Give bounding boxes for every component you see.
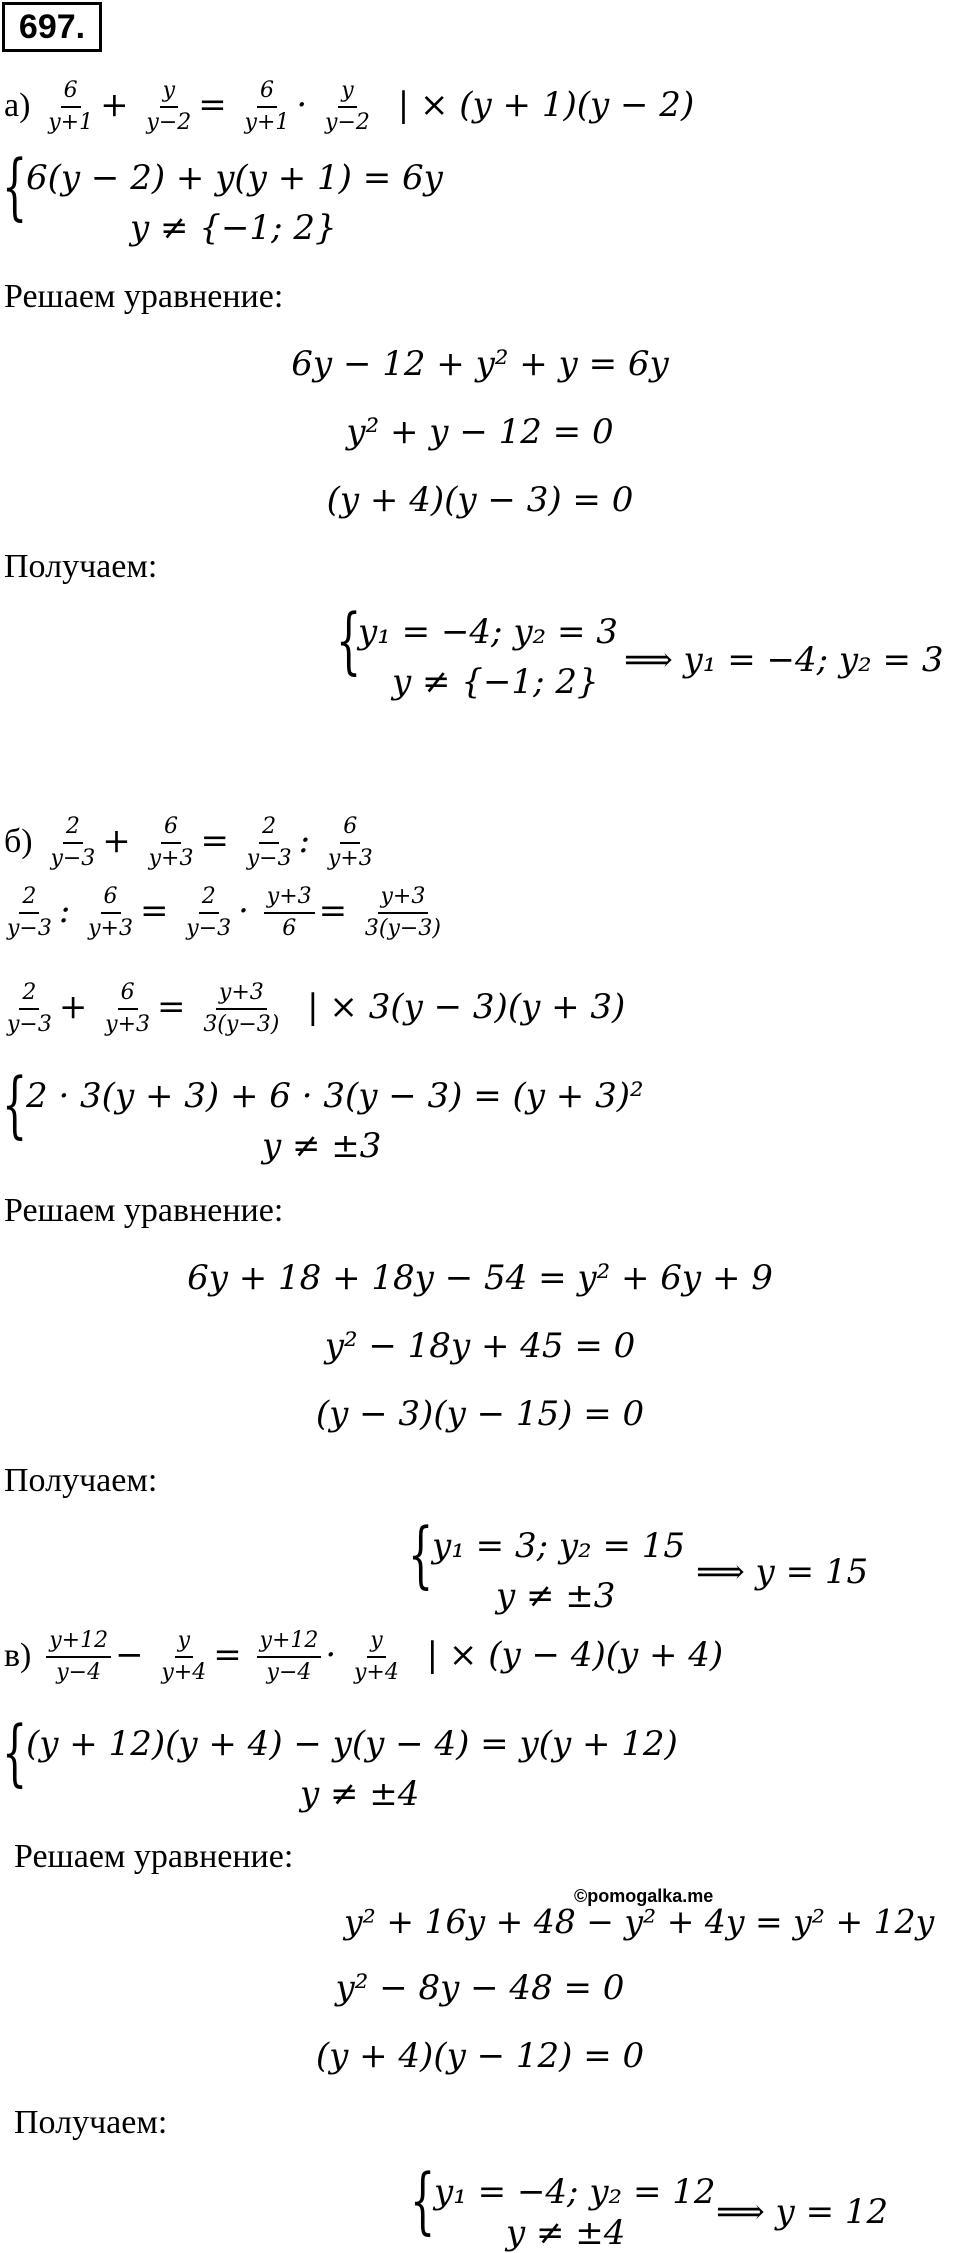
solve-label: Решаем уравнение: [4,1192,284,1229]
fraction: $\frac{6}{y+3}$ [105,980,151,1037]
fraction: $\frac{y}{y-2}$ [146,78,192,135]
system-line: 6(y − 2) + y(y + 1) = 6y [26,158,443,198]
part-a-label: а) [4,87,31,124]
get-label: Получаем: [14,2104,168,2141]
fraction: $\frac{2}{y-3}$ [186,884,232,941]
part-a-equation: а) $\frac{6}{y+1}$ + $\frac{y}{y-2}$ = $\frac{6}{y+1}$ · $\frac{y}{y-2}$ | × (y + 1)(y − 2) [4,78,695,135]
fraction: $\frac{2}{y-3}$ [50,814,96,871]
brace-icon: { [2,1710,28,1794]
brace-icon: { [408,1512,434,1596]
fraction: $\frac{y}{y+4}$ [354,1628,399,1685]
multiplied-equation: $\frac{2}{y-3}$ + $\frac{6}{y+3}$ = $\frac{y+3}{3(y-3)}$ | × 3(y − 3)(y + 3) [0,980,625,1038]
equation-line: y² − 18y + 45 = 0 [324,1326,636,1366]
equation-line: y² + y − 12 = 0 [346,412,614,452]
brace-icon: { [336,598,362,682]
get-label: Получаем: [4,1462,158,1499]
fraction: $\frac{6}{y+3}$ [327,814,373,871]
fraction: $\frac{y}{y-2}$ [325,78,370,135]
equation-line: (y + 4)(y − 12) = 0 [315,2036,645,2076]
result-line: y ≠ ±3 [496,1576,616,1616]
equation-line: y² + 16y + 48 − y² + 4y = y² + 12y [344,1902,935,1941]
result-line: y ≠ ±4 [506,2213,626,2253]
part-c-equation: в) $\frac{y+12}{y-4}$ − $\frac{y}{y+4}$ = $\frac{y+12}{y-4}$ · $\frac{y}{y+4}$ | × (y − 4)(y + 4) [4,1628,724,1685]
result-line: y₁ = −4; y₂ = 12 [434,2172,716,2212]
brace-icon: { [2,144,28,228]
equation-line: 6y + 18 + 18y − 54 = y² + 6y + 9 [187,1258,773,1298]
system-line: y ≠ {−1; 2} [130,208,337,248]
system-line: 2 · 3(y + 3) + 6 · 3(y − 3) = (y + 3)² [26,1076,644,1116]
part-b-equation: б) $\frac{2}{y-3}$ + $\frac{6}{y+3}$ = $\frac{2}{y-3}$ : $\frac{6}{y+3}$ [4,814,380,872]
watermark: ©pomogalka.me [574,1886,714,1906]
fraction: $\frac{y+12}{y-4}$ [257,1628,322,1686]
answer: ⟹ y = 15 [696,1552,869,1592]
equation-line: 6y − 12 + y² + y = 6y [291,344,669,384]
answer: ⟹ y₁ = −4; y₂ = 3 [624,640,944,680]
brace-icon: { [410,2158,436,2242]
equation-line: (y − 3)(y − 15) = 0 [315,1394,645,1434]
get-label: Получаем: [4,548,158,585]
fraction: $\frac{6}{y+1}$ [48,78,94,135]
multiplier: | × (y + 1)(y − 2) [397,85,695,125]
fraction: $\frac{2}{y-3}$ [7,884,52,941]
multiplier: | × (y − 4)(y + 4) [426,1635,724,1675]
system-line: y ≠ ±3 [262,1126,382,1166]
fraction: $\frac{y+3}{3(y-3)}$ [203,980,280,1037]
multiplier: | × 3(y − 3)(y + 3) [307,987,626,1027]
equation-line: (y + 4)(y − 3) = 0 [326,480,634,520]
system-line: (y + 12)(y + 4) − y(y − 4) = y(y + 12) [26,1724,678,1764]
fraction: $\frac{2}{y-3}$ [246,814,292,871]
solve-label: Решаем уравнение: [4,278,284,315]
fraction: $\frac{y+3}{3(y-3)}$ [364,884,441,941]
fraction: $\frac{6}{y+3}$ [88,884,133,941]
solve-label: Решаем уравнение: [14,1838,294,1875]
result-line: y ≠ {−1; 2} [392,662,599,702]
fraction: $\frac{6}{y+1}$ [244,78,290,135]
brace-icon: { [2,1062,28,1146]
part-c-label: в) [4,1637,32,1674]
fraction: $\frac{y}{y+4}$ [161,1628,207,1685]
answer: ⟹ y = 12 [716,2192,889,2232]
equation-line: y² − 8y − 48 = 0 [335,1968,625,2008]
division-line: $\frac{2}{y-3}$ : $\frac{6}{y+3}$ = $\frac{2}{y-3}$ · $\frac{y+3}{6}$ = $\frac{y+3}{3(y-3)}$ [0,884,448,942]
system-line: y ≠ ±4 [300,1774,420,1814]
fraction: $\frac{y+3}{6}$ [264,884,315,942]
fraction: $\frac{y+12}{y-4}$ [46,1628,111,1686]
fraction: $\frac{6}{y+3}$ [148,814,194,871]
result-line: y₁ = −4; y₂ = 3 [358,612,618,652]
part-b-label: б) [4,823,33,860]
result-line: y₁ = 3; y₂ = 15 [432,1526,686,1566]
fraction: $\frac{2}{y-3}$ [7,980,52,1037]
problem-number: 697. [2,2,102,52]
